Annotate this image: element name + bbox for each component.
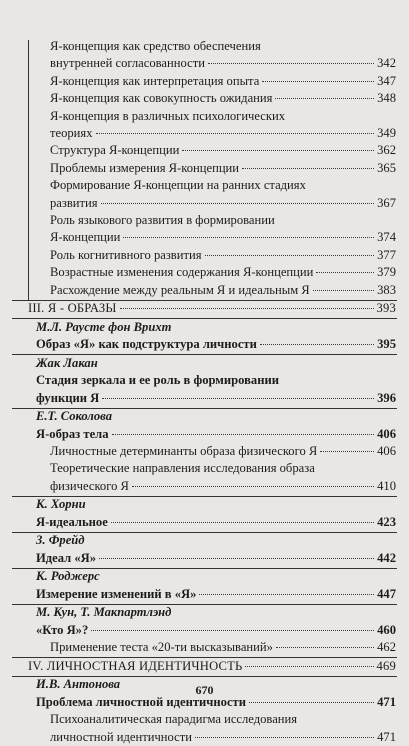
toc-author: М.Л. Раусте фон Врихт bbox=[36, 319, 172, 334]
dot-leader bbox=[182, 150, 374, 151]
toc-entry: Проблема личностной идентичности 471 bbox=[36, 694, 396, 711]
dot-leader bbox=[102, 398, 374, 399]
toc-entry: Измерение изменений в «Я» 447 bbox=[36, 586, 396, 603]
page-ref: 471 bbox=[377, 729, 396, 744]
page-ref: 406 bbox=[377, 444, 396, 458]
dot-leader bbox=[245, 666, 373, 667]
page-ref: 383 bbox=[377, 282, 396, 297]
page-ref: 460 bbox=[377, 622, 396, 637]
page-ref: 374 bbox=[377, 230, 396, 245]
toc-entry: Психоаналитическая парадигма исследования bbox=[50, 712, 298, 727]
dot-leader bbox=[195, 737, 374, 738]
toc-author: М. Кун, Т. Макпартлэнд bbox=[36, 605, 172, 620]
toc-entry: личностной идентичности 471 bbox=[50, 729, 396, 746]
dot-leader bbox=[260, 344, 374, 345]
toc-entry: развития 367 bbox=[50, 195, 396, 212]
margin-rule bbox=[28, 40, 29, 301]
dot-leader bbox=[112, 434, 375, 435]
toc-entry: функции Я 396 bbox=[36, 390, 396, 407]
toc-entry: Проблемы измерения Я-концепции 365 bbox=[50, 160, 396, 177]
toc-entry: физического Я 410 bbox=[50, 478, 396, 495]
page-ref: 462 bbox=[377, 640, 396, 655]
dot-leader bbox=[99, 558, 374, 559]
toc-entry: Стадия зеркала и ее роль в формировании bbox=[36, 373, 279, 388]
toc-entry: Теоретические направления исследования образа bbox=[50, 461, 315, 476]
toc-author: Е.Т. Соколова bbox=[36, 409, 113, 424]
toc-entry: Я-концепции 374 bbox=[50, 229, 396, 246]
page-ref: 423 bbox=[377, 514, 396, 529]
toc-entry: Применение теста «20-ти высказываний» 462 bbox=[50, 639, 396, 656]
toc-entry: Формирование Я-концепции на ранних стадиях bbox=[50, 178, 306, 193]
toc-entry: Я-образ тела 406 bbox=[36, 426, 396, 443]
toc-entry: Образ «Я» как подструктура личности 395 bbox=[36, 336, 396, 353]
dot-leader bbox=[276, 647, 374, 648]
toc-entry: Структура Я-концепции 362 bbox=[50, 142, 396, 159]
page-ref: 349 bbox=[377, 126, 396, 140]
toc-entry: теориях 349 bbox=[50, 125, 396, 142]
dot-leader bbox=[96, 133, 375, 134]
toc-entry: Я-концепция в различных психологических bbox=[50, 108, 286, 123]
page-ref: 442 bbox=[377, 550, 396, 565]
toc-entry: Я-концепция как совокупность ожидания 348 bbox=[50, 90, 396, 107]
dot-leader bbox=[275, 98, 374, 99]
dot-leader bbox=[91, 630, 374, 631]
dot-leader bbox=[123, 237, 374, 238]
page-ref: 367 bbox=[377, 195, 396, 210]
dot-leader bbox=[249, 702, 374, 703]
page-ref: 410 bbox=[377, 478, 396, 493]
toc-entry: Идеал «Я» 442 bbox=[36, 550, 396, 567]
dot-leader bbox=[242, 168, 374, 169]
page-ref: 469 bbox=[376, 658, 396, 673]
toc-entry: внутренней согласованности 342 bbox=[50, 55, 396, 72]
dot-leader bbox=[205, 255, 375, 256]
dot-leader bbox=[101, 203, 375, 204]
toc-entry: Я-концепция как интерпретация опыта 347 bbox=[50, 73, 396, 90]
page-ref: 377 bbox=[377, 247, 396, 262]
dot-leader bbox=[120, 308, 374, 309]
dot-leader bbox=[313, 290, 374, 291]
dot-leader bbox=[199, 594, 374, 595]
page-number: 670 bbox=[195, 683, 214, 697]
page-ref: 365 bbox=[377, 160, 396, 175]
toc-entry: Я-идеальное 423 bbox=[36, 514, 396, 531]
page-ref: 395 bbox=[377, 337, 396, 352]
dot-leader bbox=[111, 522, 374, 523]
page-ref: 447 bbox=[377, 586, 396, 601]
page-ref: 396 bbox=[377, 390, 396, 405]
page-ref: 406 bbox=[377, 426, 396, 441]
page-ref: 347 bbox=[377, 73, 396, 88]
toc-author: К. Роджерс bbox=[36, 569, 100, 584]
dot-leader bbox=[208, 63, 374, 64]
page-ref: 348 bbox=[377, 91, 396, 106]
toc-entry: Роль языкового развития в формировании bbox=[50, 213, 275, 227]
dot-leader bbox=[262, 81, 374, 82]
toc-section: III. Я - ОБРАЗЫ 393 bbox=[28, 300, 396, 317]
toc-author: З. Фрейд bbox=[36, 533, 85, 548]
page-ref: 342 bbox=[377, 56, 396, 71]
dot-leader bbox=[132, 486, 374, 487]
toc-entry: Роль когнитивного развития 377 bbox=[50, 247, 396, 264]
page-ref: 362 bbox=[377, 143, 396, 158]
page-ref: 471 bbox=[377, 694, 396, 709]
page-ref: 393 bbox=[376, 301, 396, 316]
dot-leader bbox=[316, 272, 374, 273]
toc-entry: Расхождение между реальным Я и идеальным Я 383 bbox=[50, 282, 396, 299]
toc-author: И.В. Антонова bbox=[36, 677, 121, 692]
toc-entry: Я-концепция как средство обеспечения bbox=[50, 39, 261, 53]
toc-entry: Личностные детерминанты образа физического Я 406 bbox=[50, 443, 396, 460]
toc-author: К. Хорни bbox=[36, 497, 86, 512]
page-ref: 379 bbox=[377, 265, 396, 280]
toc-entry: «Кто Я»? 460 bbox=[36, 622, 396, 639]
toc-author: Жак Лакан bbox=[36, 355, 98, 370]
dot-leader bbox=[320, 451, 374, 452]
toc-entry: Возрастные изменения содержания Я-концепции 379 bbox=[50, 264, 396, 281]
toc-section: IV. ЛИЧНОСТНАЯ ИДЕНТИЧНОСТЬ 469 bbox=[28, 658, 396, 675]
